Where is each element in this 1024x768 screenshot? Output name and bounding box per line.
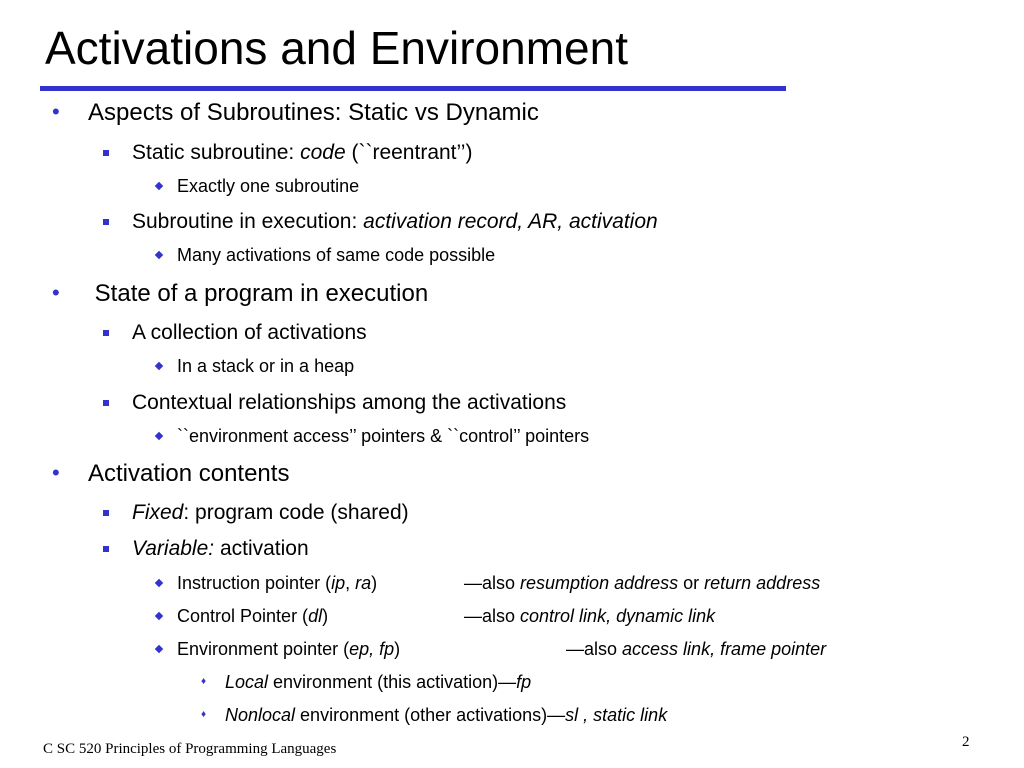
detail-emphasis: Local — [225, 672, 269, 692]
sub-bullet-variable — [132, 538, 309, 559]
sub-bullet-text: : program code (shared) — [183, 501, 409, 524]
diamond-bullet-icon — [155, 182, 163, 190]
page-number: 2 — [962, 734, 970, 750]
detail-text: —also — [566, 639, 623, 659]
also-clause — [566, 640, 826, 658]
sub-bullet-emphasis: code — [300, 141, 346, 164]
detail-text: or — [678, 573, 705, 593]
bullet-dot-icon: • — [52, 460, 60, 485]
detail-emphasis: control link, dynamic link — [520, 606, 716, 626]
detail-exactly-one — [177, 177, 359, 195]
diamond-bullet-icon — [155, 362, 163, 370]
sub-bullet-static — [132, 142, 472, 163]
square-bullet-icon — [103, 330, 109, 336]
detail-text: —also — [464, 606, 521, 626]
diamond-bullet-icon — [155, 645, 163, 653]
detail-text: ) — [394, 639, 401, 659]
detail-emphasis: Nonlocal — [225, 705, 296, 725]
detail-emphasis: ra — [355, 573, 372, 593]
detail-instruction-pointer — [177, 574, 917, 592]
sub-bullet-in-execution — [132, 211, 658, 232]
sub-bullet-collection — [132, 322, 367, 343]
detail-text: Exactly one subroutine — [177, 176, 360, 196]
bullet-activation-contents — [52, 460, 290, 487]
detail-text: ) — [371, 573, 378, 593]
detail-text: , — [345, 573, 356, 593]
sub-bullet-text: Static subroutine: — [132, 141, 301, 164]
detail-emphasis: fp — [516, 672, 532, 692]
also-clause — [464, 607, 715, 625]
detail-emphasis: dl — [308, 606, 323, 626]
detail-control-pointer — [177, 607, 817, 625]
detail-emphasis: return address — [704, 573, 821, 593]
detail-emphasis: access link, frame pointer — [622, 639, 827, 659]
detail-text: In a stack or in a heap — [177, 356, 355, 376]
detail-text: Many activations of same code possible — [177, 245, 496, 265]
detail-text: environment (other activations)— — [295, 705, 566, 725]
bullet-state — [52, 280, 429, 307]
sub-bullet-fixed — [132, 502, 409, 523]
detail-nonlocal-environment — [201, 705, 668, 725]
detail-stack-heap — [177, 357, 354, 375]
diamond-bullet-icon — [155, 612, 163, 620]
small-diamond-bullet-icon: ♦ — [201, 676, 207, 687]
sub-bullet-text: activation — [214, 537, 309, 560]
bullet-text: State of a program in execution — [88, 280, 429, 307]
sub-bullet-emphasis: Fixed — [132, 501, 184, 524]
sub-bullet-emphasis: Variable: — [132, 537, 215, 560]
bullet-dot-icon: • — [52, 99, 60, 124]
square-bullet-icon — [103, 400, 109, 406]
title-underline — [40, 86, 786, 91]
diamond-bullet-icon — [155, 251, 163, 259]
bullet-text: Activation contents — [88, 460, 290, 487]
diamond-bullet-icon — [155, 579, 163, 587]
square-bullet-icon — [103, 546, 109, 552]
detail-text: environment (this activation)— — [268, 672, 517, 692]
bullet-aspects — [52, 99, 539, 126]
sub-bullet-text: (``reentrant’’) — [345, 141, 473, 164]
detail-emphasis: ip — [331, 573, 346, 593]
slide-title: Activations and Environment — [45, 22, 628, 74]
detail-emphasis: sl , static link — [565, 705, 668, 725]
diamond-bullet-icon — [155, 432, 163, 440]
detail-emphasis: resumption address — [520, 573, 679, 593]
detail-local-environment — [201, 672, 532, 692]
detail-text: ``environment access’’ pointers & ``control’’ pointers — [177, 426, 590, 446]
detail-text: ) — [322, 606, 329, 626]
sub-bullet-emphasis: activation record, AR, activation — [363, 210, 658, 233]
detail-text: Instruction pointer ( — [177, 573, 332, 593]
detail-text: Control Pointer ( — [177, 606, 309, 626]
sub-bullet-text: Subroutine in execution: — [132, 210, 364, 233]
detail-environment-pointer — [177, 640, 917, 658]
bullet-dot-icon: • — [52, 280, 60, 305]
square-bullet-icon — [103, 150, 109, 156]
detail-text: —also — [464, 573, 521, 593]
slide-footer: C SC 520 Principles of Programming Languages — [43, 741, 337, 757]
sub-bullet-text: Contextual relationships among the activations — [132, 391, 567, 414]
square-bullet-icon — [103, 219, 109, 225]
sub-bullet-contextual — [132, 392, 566, 413]
also-clause — [464, 574, 820, 592]
sub-bullet-text: A collection of activations — [132, 321, 367, 344]
square-bullet-icon — [103, 510, 109, 516]
detail-pointers — [177, 427, 589, 445]
detail-many-activations — [177, 246, 495, 264]
small-diamond-bullet-icon: ♦ — [201, 709, 207, 720]
detail-text: Environment pointer ( — [177, 639, 350, 659]
detail-emphasis: ep, fp — [349, 639, 395, 659]
bullet-text: Aspects of Subroutines: Static vs Dynamic — [88, 99, 539, 126]
